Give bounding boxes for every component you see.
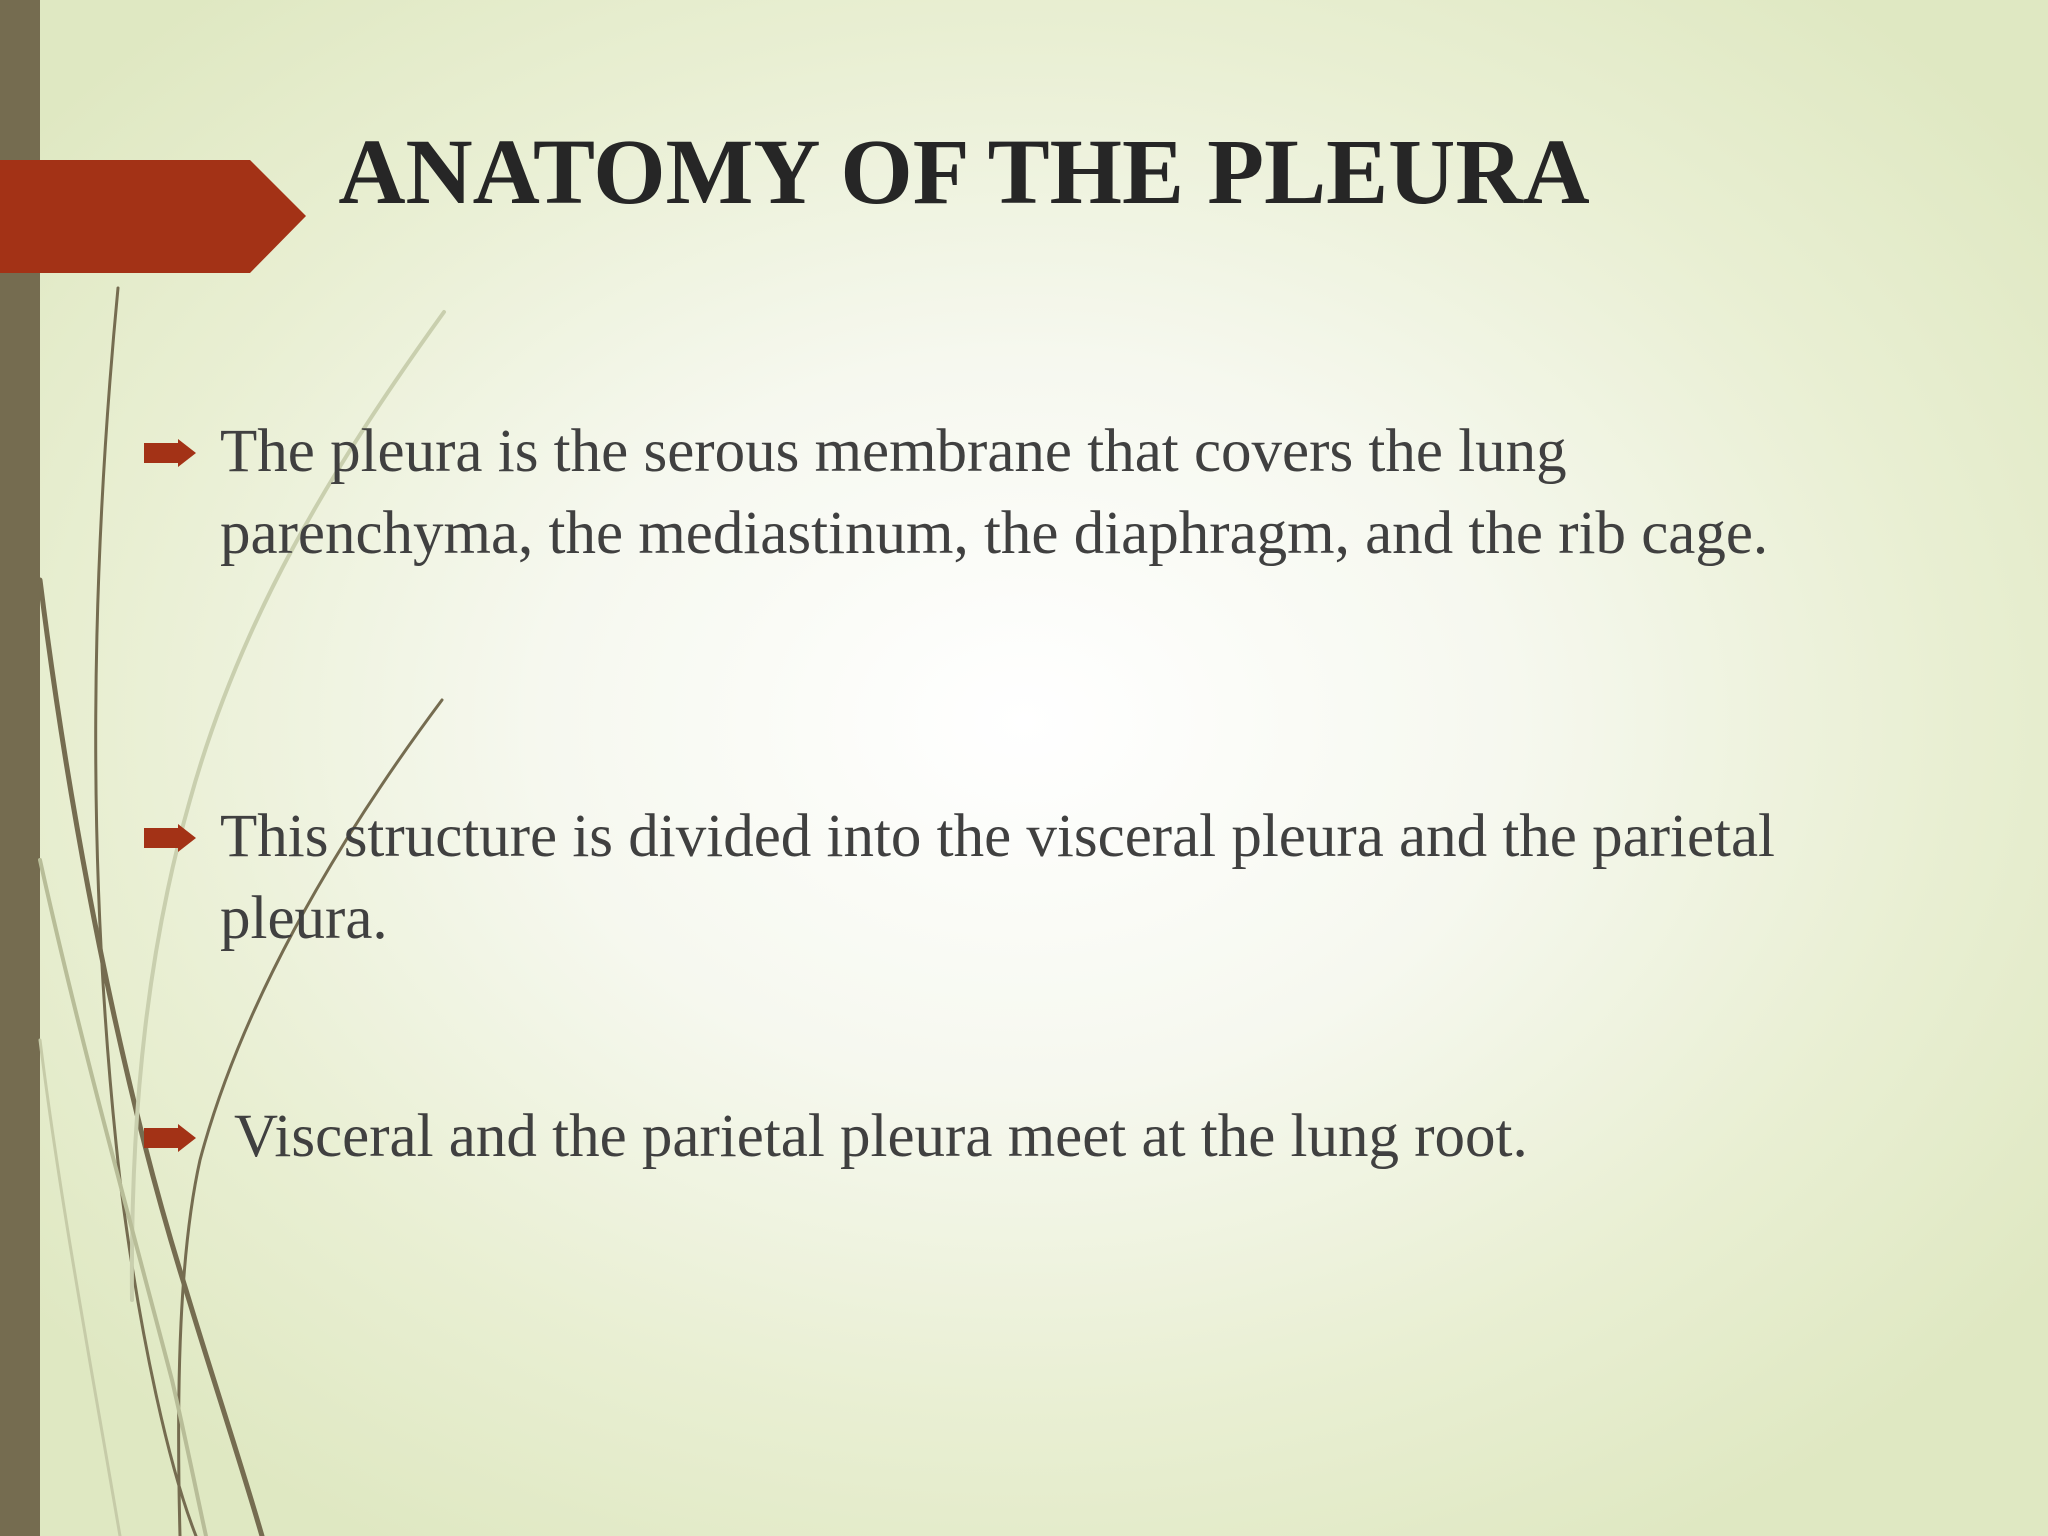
bullet-text: The pleura is the serous membrane that covers the lung parenchyma, the mediastinum, the diaphragm, and the rib cage. <box>220 418 1769 567</box>
right-arrow-bullet-icon <box>144 439 196 467</box>
slide-title: ANATOMY OF THE PLEURA <box>338 121 1590 224</box>
grass-blade <box>40 580 262 1536</box>
right-arrow-bullet-icon <box>144 1124 196 1152</box>
grass-blade <box>40 860 206 1536</box>
right-arrow-bullet-icon <box>144 824 196 852</box>
bullet-text: This structure is divided into the visceral pleura and the parietal pleura. <box>220 803 1775 952</box>
grass-blade <box>40 1040 120 1536</box>
bullet-text: Visceral and the parietal pleura meet at the lung root. <box>234 1103 1528 1170</box>
